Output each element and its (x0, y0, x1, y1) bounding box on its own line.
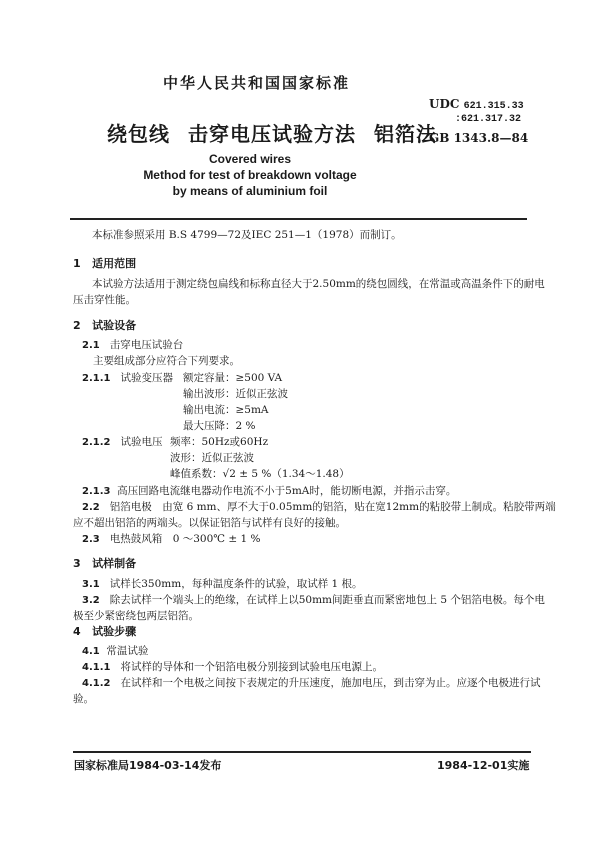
section-number: 2 (73, 319, 81, 332)
effective-date: 1984-12-01实施 (437, 759, 530, 772)
spec-output-waveform: 输出波形：近似正弦波 (183, 388, 288, 400)
clause-2-1-note: 主要组成部分应符合下列要求。 (93, 355, 240, 367)
section-1-heading (73, 255, 136, 271)
clause-number: 2.1.2 (82, 437, 111, 448)
clause-4-1-2-line-2: 验。 (73, 693, 94, 705)
title-part-3: 铝箔法 (374, 122, 437, 146)
clause-4-1-2-line-1 (82, 676, 541, 691)
clause-text: 常温试验 (106, 645, 149, 657)
udc-line-2: :621.317.32 (455, 114, 522, 125)
clause-number: 4.1 (82, 646, 100, 657)
clause-number: 2.1 (82, 340, 100, 351)
issue-date: 国家标准局1984-03-14发布 (74, 759, 222, 772)
section-title: 适用范围 (92, 257, 137, 270)
clause-4-1 (82, 644, 148, 659)
header-divider (70, 218, 527, 220)
section-1-para-line-2: 压击穿性能。 (73, 294, 136, 306)
clause-2-3 (82, 532, 261, 547)
section-number: 1 (73, 257, 81, 270)
udc-line-1: 621.315.33 (463, 101, 524, 112)
clause-2-2-line-1 (82, 500, 556, 515)
clause-text: 除去试样一个端头上的绝缘，在试样上以50mm间距垂直而紧密地包上 5 个铝箔电极。每个电 (109, 594, 545, 606)
section-title: 试样制备 (92, 557, 137, 570)
clause-number: 4.1.1 (82, 662, 111, 673)
spec-frequency: 频率：50Hz或60Hz (170, 436, 269, 448)
clause-number: 3.2 (82, 595, 100, 606)
spec-waveform: 波形：近似正弦波 (170, 452, 254, 464)
clause-2-2-line-2: 应不超出铝箔的两端头。以保证铝箔与试样有良好的接触。 (73, 517, 346, 529)
english-title-line-1: Covered wires (208, 152, 292, 166)
clause-text: 将试样的导体和一个铝箔电极分别接到试验电压电源上。 (120, 661, 383, 673)
clause-4-1-1 (82, 660, 383, 675)
section-1-para-line-1: 本试验方法适用于测定绕包扁线和标称直径大于2.50mm的绕包圆线，在常温或高温条件下的耐电 (92, 278, 545, 290)
clause-3-2-line-2: 极至少紧密绕包两层铝箔。 (73, 610, 199, 622)
clause-text: 电热鼓风箱 0 ～300℃ ± 1 % (109, 533, 261, 545)
section-3-heading (73, 555, 136, 571)
gb-number: GB 1343.8—84 (429, 131, 529, 145)
clause-3-1 (82, 577, 363, 592)
clause-number: 2.2 (82, 502, 100, 513)
spec-crest-factor: 峰值系数：√2 ± 5 %（1.34～1.48） (170, 468, 350, 480)
english-title-line-2: Method for test of breakdown voltage (143, 168, 357, 182)
clause-text: 高压回路电流继电器动作电流不小于5mA时，能切断电源，并指示击穿。 (117, 485, 457, 497)
clause-3-2-line-1 (82, 593, 545, 608)
section-title: 试验步骤 (92, 625, 137, 638)
spec-max-voltage-drop: 最大压降：2 % (183, 420, 256, 432)
clause-label: 试验变压器 (120, 372, 173, 384)
title-part-2: 击穿电压试验方法 (188, 122, 356, 146)
clause-number: 4.1.2 (82, 678, 111, 689)
footer-divider (73, 751, 531, 753)
document-title (107, 118, 437, 147)
title-part-1: 绕包线 (107, 122, 170, 146)
clause-2-1-1 (82, 371, 173, 386)
clause-label: 试验电压 (120, 436, 163, 448)
preamble: 本标准参照采用 B.S 4799—72及IEC 251—1（1978）而制订。 (92, 229, 402, 241)
section-number: 4 (73, 625, 81, 638)
clause-number: 3.1 (82, 579, 100, 590)
clause-text: 铝箔电极 由宽 6 mm、厚不大于0.05mm的铝箔，贴在宽12mm的粘胶带上制成。粘胶带两端 (109, 501, 556, 513)
section-4-heading (73, 623, 136, 639)
section-number: 3 (73, 557, 81, 570)
clause-number: 2.1.1 (82, 373, 111, 384)
section-title: 试验设备 (92, 319, 137, 332)
clause-2-1-2 (82, 435, 163, 450)
section-2-heading (73, 317, 136, 333)
clause-text: 击穿电压试验台 (109, 339, 184, 351)
clause-number: 2.3 (82, 534, 100, 545)
spec-rated-capacity: 额定容量：≥500 VA (183, 372, 283, 384)
spec-output-current: 输出电流：≥5mA (183, 404, 269, 416)
clause-text: 试样长350mm，每种温度条件的试验，取试样 1 根。 (109, 578, 363, 590)
clause-text: 在试样和一个电极之间按下表规定的升压速度，施加电压，到击穿为止。应逐个电极进行试 (120, 677, 541, 689)
clause-number: 2.1.3 (82, 486, 111, 497)
country-standard-heading: 中华人民共和国国家标准 (163, 74, 351, 92)
clause-2-1 (82, 338, 183, 353)
udc-code-line-2 (455, 110, 521, 125)
udc-label: UDC (429, 97, 460, 111)
english-title-line-3: by means of aluminium foil (172, 184, 328, 198)
clause-2-1-3 (82, 484, 456, 499)
